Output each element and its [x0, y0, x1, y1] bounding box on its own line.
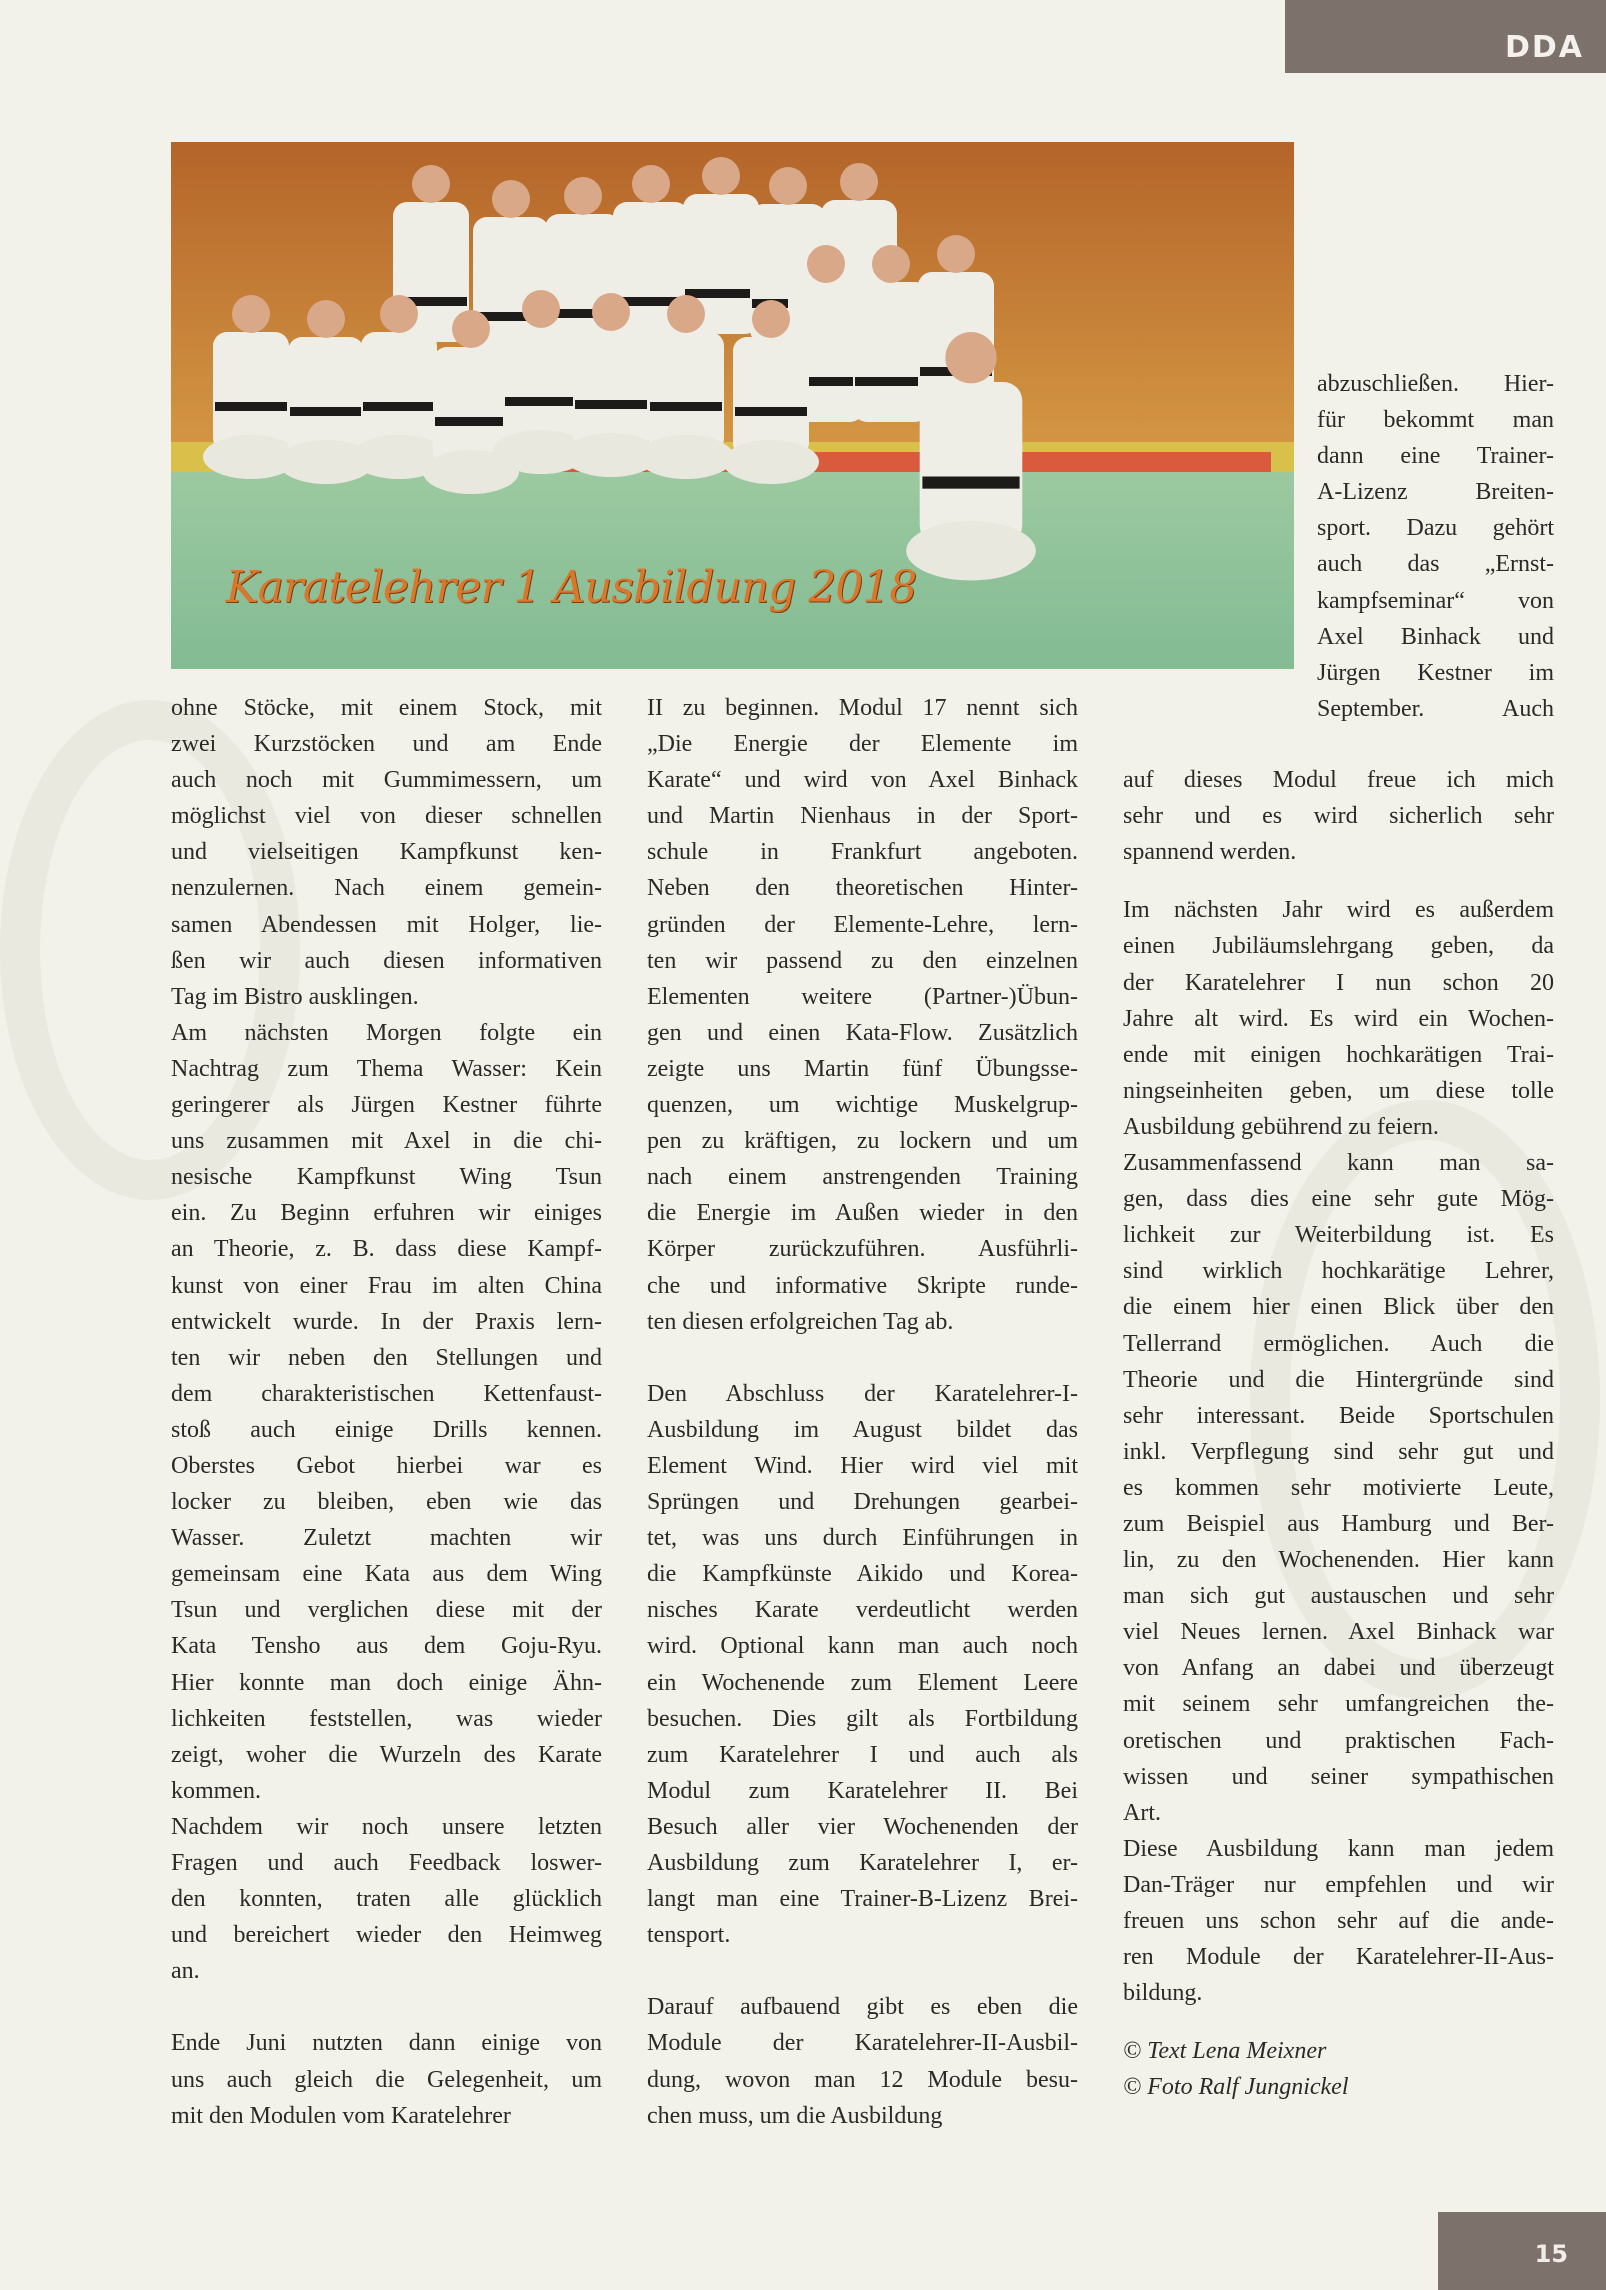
text-line: Kata Tensho aus dem Goju-Ryu. [171, 1633, 602, 1660]
text-line: Jahre alt wird. Es wird ein Wochen- [1123, 1005, 1554, 1032]
text-line: kampfseminar“ von [1317, 587, 1554, 614]
text-line: an. [171, 1958, 200, 1985]
text-line: mit den Modulen vom Karatelehrer [171, 2102, 511, 2129]
text-line: samen Abendessen mit Holger, lie- [171, 911, 602, 938]
text-line: gemeinsam eine Kata aus dem Wing [171, 1561, 602, 1588]
text-line: kommen. [171, 1777, 261, 1804]
text-line: und bereichert wieder den Heimweg [171, 1922, 602, 1949]
text-line: Wasser. Zuletzt machten wir [171, 1525, 602, 1552]
article-column-2 [647, 690, 1078, 2134]
text-line: Sprüngen und Drehungen gearbei- [647, 1489, 1078, 1516]
text-line: und vielseitigen Kampfkunst ken- [171, 839, 602, 866]
text-line: spannend werden. [1123, 839, 1297, 866]
text-line: besuchen. Dies gilt als Fortbildung [647, 1705, 1078, 1732]
text-line: II zu beginnen. Modul 17 nennt sich [647, 695, 1078, 721]
text-line: von Anfang an dabei und überzeugt [1123, 1655, 1554, 1682]
text-line: Tellerrand ermöglichen. Auch die [1123, 1330, 1554, 1357]
text-line: tensport. [647, 1922, 731, 1949]
text-line: möglichst viel von dieser schnellen [171, 803, 602, 830]
text-line: schule in Frankfurt angeboten. [647, 839, 1078, 866]
text-line: lichkeit zur Weiterbildung ist. Es [1123, 1222, 1554, 1249]
text-line: Ausbildung im August bildet das [647, 1416, 1078, 1443]
text-line: Theorie und die Hintergründe sind [1123, 1366, 1554, 1393]
text-line: ein Wochenende zum Element Leere [647, 1669, 1078, 1696]
text-line: und Martin Nienhaus in der Sport- [647, 803, 1078, 830]
text-line: entwickelt wurde. In der Praxis lern- [171, 1308, 602, 1335]
text-line: zeigte uns Martin fünf Übungsse- [647, 1055, 1078, 1082]
text-line: den konnten, traten alle glücklich [171, 1886, 602, 1913]
page-number-tab [1438, 2212, 1606, 2290]
text-line: Jürgen Kestner im [1317, 659, 1554, 686]
text-line: es kommen sehr motivierte Leute, [1123, 1474, 1554, 1501]
text-line: lin, zu den Wochenenden. Hier kann [1123, 1547, 1554, 1574]
photo-caption: Karatelehrer 1 Ausbildung 2018 [225, 562, 917, 613]
text-line: langt man eine Trainer-B-Lizenz Brei- [647, 1886, 1078, 1913]
text-line: geringerer als Jürgen Kestner führte [171, 1092, 602, 1119]
text-line: Karate“ und wird von Axel Binhack [647, 767, 1078, 794]
paragraph [647, 1376, 1078, 1954]
text-line: „Die Energie der Elemente im [647, 731, 1078, 758]
text-line: Ausbildung gebührend zu feiern. [1123, 1113, 1439, 1140]
text-line: stoß auch einige Drills kennen. [171, 1416, 602, 1443]
text-line: Dan-Träger nur empfehlen und wir [1123, 1871, 1554, 1898]
text-line: die Kampfkünste Aikido und Korea- [647, 1561, 1078, 1588]
paragraph [1123, 762, 1554, 870]
text-line: freuen uns schon sehr auf die ande- [1123, 1908, 1554, 1934]
text-line: A-Lizenz Breiten- [1317, 479, 1554, 506]
text-line: zum Beispiel aus Hamburg und Ber- [1123, 1510, 1554, 1537]
text-line: dann eine Trainer- [1317, 443, 1554, 470]
text-line: che und informative Skripte runde- [647, 1272, 1078, 1299]
text-line: sehr und es wird sicherlich sehr [1123, 803, 1554, 830]
text-line: an Theorie, z. B. dass diese Kampf- [171, 1236, 602, 1263]
paragraph [171, 2025, 602, 2133]
text-line: gen und einen Kata-Flow. Zusätzlich [647, 1019, 1078, 1046]
text-line: quenzen, um wichtige Muskelgrup- [647, 1092, 1078, 1119]
text-line: man sich gut austauschen und sehr [1123, 1583, 1554, 1610]
article-column-3 [1123, 726, 1554, 2105]
text-line: Diese Ausbildung kann man jedem [1123, 1835, 1554, 1862]
text-line: bildung. [1123, 1980, 1203, 2007]
text-line: uns zusammen mit Axel in die chi- [171, 1128, 602, 1155]
text-line: zum Karatelehrer I und auch als [647, 1741, 1078, 1768]
text-line: auf dieses Modul freue ich mich [1123, 767, 1554, 794]
text-line: auch noch mit Gummimessern, um [171, 767, 602, 794]
text-line: Den Abschluss der Karatelehrer-I- [647, 1380, 1078, 1407]
text-line: sind wirklich hochkarätige Lehrer, [1123, 1258, 1554, 1285]
text-line: ende mit einigen hochkarätigen Trai- [1123, 1041, 1554, 1068]
text-line: inkl. Verpflegung sind sehr gut und [1123, 1438, 1554, 1465]
paragraph [1123, 892, 1554, 1145]
text-line: ohne Stöcke, mit einem Stock, mit [171, 695, 602, 721]
text-line: kunst von einer Frau im alten China [171, 1272, 602, 1299]
text-line: oretischen und praktischen Fach- [1123, 1727, 1554, 1754]
text-line: dem charakteristischen Kettenfaust- [171, 1380, 602, 1407]
text-line: die einem hier einen Blick über den [1123, 1294, 1554, 1321]
text-line: dung, wovon man 12 Module besu- [647, 2066, 1078, 2093]
text-line: Tsun und verglichen diese mit der [171, 1597, 602, 1624]
text-line: Module der Karatelehrer-II-Ausbil- [647, 2030, 1078, 2057]
text-line: uns auch gleich die Gelegenheit, um [171, 2066, 602, 2093]
text-line: Oberstes Gebot hierbei war es [171, 1452, 602, 1479]
paragraph [171, 1809, 602, 1989]
text-line: Ausbildung zum Karatelehrer I, er- [647, 1850, 1078, 1876]
article-column-1 [171, 690, 602, 2134]
text-line: nenzulernen. Nach einem gemein- [171, 875, 602, 902]
text-line: ten wir neben den Stellungen und [171, 1344, 602, 1371]
text-line: September. Auch [1317, 695, 1554, 722]
text-line: tet, was uns durch Einführungen in [647, 1525, 1078, 1552]
text-line: auch das „Ernst- [1317, 551, 1554, 578]
text-line: Fragen und auch Feedback loswer- [171, 1850, 602, 1876]
text-line: Zusammenfassend kann man sa- [1123, 1150, 1554, 1177]
group-photo [171, 142, 1294, 669]
paragraph [1123, 1831, 1554, 2011]
text-line: nesische Kampfkunst Wing Tsun [171, 1164, 602, 1191]
text-line: Besuch aller vier Wochenenden der [647, 1813, 1078, 1840]
text-line: der Karatelehrer I nun schon 20 [1123, 969, 1554, 996]
text-line: ren Module der Karatelehrer-II-Aus- [1123, 1944, 1554, 1971]
text-line: nisches Karate verdeutlicht werden [647, 1597, 1078, 1624]
text-line: Nachtrag zum Thema Wasser: Kein [171, 1055, 602, 1082]
paragraph [647, 1989, 1078, 2133]
text-line: Ende Juni nutzten dann einige von [171, 2030, 602, 2057]
text-line: ningseinheiten geben, um diese tolle [1123, 1077, 1554, 1104]
paragraph [647, 690, 1078, 1340]
text-line: ßen wir auch diesen informativen [171, 947, 602, 974]
paragraph [171, 1015, 602, 1809]
text-line: Neben den theoretischen Hinter- [647, 875, 1078, 902]
text-line: abzuschließen. Hier- [1317, 371, 1554, 397]
text-line: sport. Dazu gehört [1317, 515, 1554, 542]
section-tab [1285, 0, 1606, 73]
text-line: lichkeiten feststellen, was wieder [171, 1705, 602, 1732]
text-line: ten diesen erfolgreichen Tag ab. [647, 1308, 954, 1335]
text-line: zwei Kurzstöcken und am Ende [171, 731, 602, 758]
text-line: Hier konnte man doch einige Ähn- [171, 1669, 602, 1696]
text-line: Modul zum Karatelehrer II. Bei [647, 1777, 1078, 1804]
text-line: wird. Optional kann man auch noch [647, 1633, 1078, 1660]
text-line: für bekommt man [1317, 407, 1554, 434]
text-line: nach einem anstrengenden Training [647, 1164, 1078, 1191]
text-line: zeigt, woher die Wurzeln des Karate [171, 1741, 602, 1768]
text-line: Nachdem wir noch unsere letzten [171, 1813, 602, 1840]
text-line: gründen der Elemente-Lehre, lern- [647, 911, 1078, 938]
text-line: Art. [1123, 1799, 1161, 1826]
text-line: Darauf aufbauend gibt es eben die [647, 1994, 1078, 2021]
paragraph [171, 690, 602, 1015]
text-line: ein. Zu Beginn erfuhren wir einiges [171, 1200, 602, 1227]
text-line: © Foto Ralf Jungnickel [1123, 2074, 1349, 2101]
text-line: einen Jubiläumslehrgang geben, da [1123, 933, 1554, 960]
text-line: © Text Lena Meixner [1123, 2038, 1327, 2065]
text-line: viel Neues lernen. Axel Binhack war [1123, 1619, 1554, 1646]
text-line: die Energie im Außen wieder in den [647, 1200, 1078, 1227]
text-line: Tag im Bistro ausklingen. [171, 983, 419, 1010]
text-line: Element Wind. Hier wird viel mit [647, 1452, 1078, 1479]
text-line: Im nächsten Jahr wird es außerdem [1123, 897, 1554, 924]
paragraph [1123, 1145, 1554, 1831]
text-line: locker zu bleiben, eben wie das [171, 1489, 602, 1516]
text-line: mit seinem sehr umfangreichen the- [1123, 1691, 1554, 1718]
text-line: Axel Binhack und [1317, 623, 1554, 650]
text-line: gen, dass dies eine sehr gute Mög- [1123, 1186, 1554, 1213]
section-tag: DDA [1504, 30, 1584, 65]
text-line: sehr interessant. Beide Sportschulen [1123, 1402, 1554, 1429]
text-line: ten wir passend zu den einzelnen [647, 947, 1078, 974]
text-line: chen muss, um die Ausbildung [647, 2102, 943, 2129]
text-line: Körper zurückzuführen. Ausführli- [647, 1236, 1078, 1263]
article-column-3-narrow [1317, 366, 1554, 727]
credits [1123, 2033, 1554, 2105]
text-line: wissen und seiner sympathischen [1123, 1763, 1554, 1790]
text-line: Am nächsten Morgen folgte ein [171, 1019, 602, 1046]
text-line: Elementen weitere (Partner-)Übun- [647, 983, 1078, 1010]
page-number: 15 [1534, 2240, 1568, 2268]
text-line: pen zu kräftigen, zu lockern und um [647, 1128, 1078, 1155]
